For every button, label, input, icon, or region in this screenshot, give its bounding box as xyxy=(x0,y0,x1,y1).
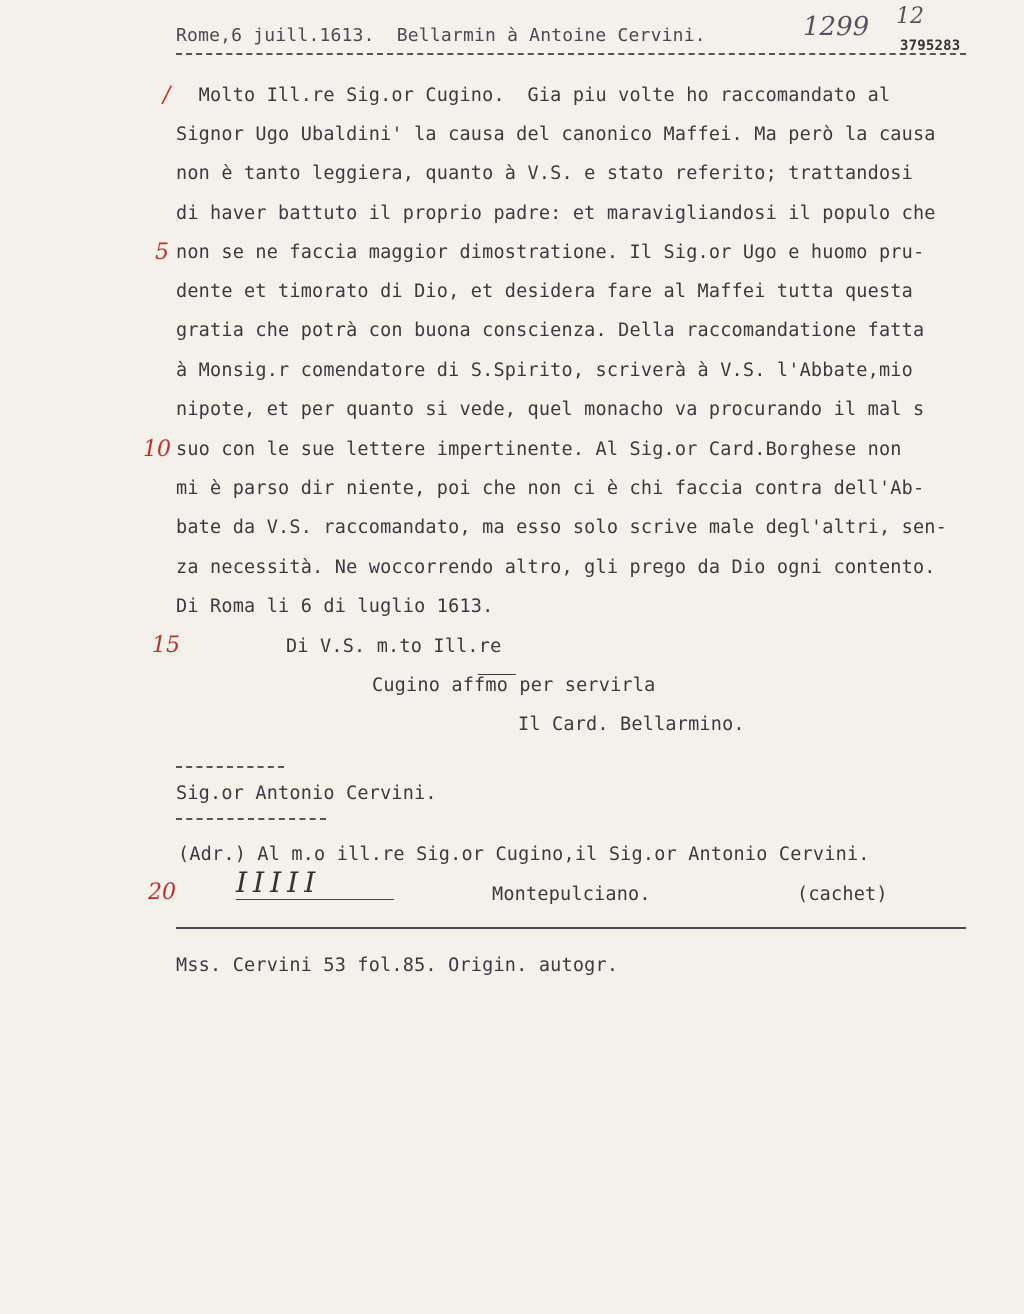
recipient-rule xyxy=(176,818,326,820)
margin-number: 20 xyxy=(148,880,176,905)
stamp-number: 3795283 xyxy=(900,38,961,54)
footer-rule xyxy=(176,927,966,929)
body-line: bate da V.S. raccomandato, ma esso solo scrive male degl'altri, sen- xyxy=(176,517,947,538)
body-line: za necessità. Ne woccorrendo altro, gli prego da Dio ogni contento. xyxy=(176,557,936,578)
body-line: di haver battuto il proprio padre: et maravigliandosi il populo che xyxy=(176,203,936,224)
address-place: Montepulciano. xyxy=(492,884,651,905)
separator-rule xyxy=(176,766,284,768)
body-line: Molto Ill.re Sig.or Cugino. Gia piu volte ho raccomandato al xyxy=(176,85,891,106)
pencil-underline xyxy=(236,899,394,900)
body-line: non se ne faccia maggior dimostratione. Il Sig.or Ugo e huomo pru- xyxy=(176,242,925,263)
source-citation: Mss. Cervini 53 fol.85. Origin. autogr. xyxy=(176,955,619,976)
body-line: Di Roma li 6 di luglio 1613. xyxy=(176,596,494,617)
address-line: (Adr.) Al m.o ill.re Sig.or Cugino,il Sig.or Antonio Cervini. xyxy=(178,844,870,865)
body-line: mi è parso dir niente, poi che non ci è chi faccia contra dell'Ab- xyxy=(176,478,925,499)
body-line: à Monsig.r comendatore di S.Spirito, scriverà à V.S. l'Abbate,mio xyxy=(176,360,913,381)
page-number: 12 xyxy=(896,4,924,29)
body-line: dente et timorato di Dio, et desidera fare al Maffei tutta questa xyxy=(176,281,913,302)
seal-note: (cachet) xyxy=(797,884,888,905)
archive-number: 1299 xyxy=(803,12,870,42)
body-line: gratia che potrà con buona conscienza. Della raccomandatione fatta xyxy=(176,320,925,341)
header-title: Rome,6 juill.1613. Bellarmin à Antoine Cervini. xyxy=(176,25,706,46)
header-rule xyxy=(176,53,966,55)
body-line: suo con le sue lettere impertinente. Al Sig.or Card.Borghese non xyxy=(176,439,902,460)
recipient-line: Sig.or Antonio Cervini. xyxy=(176,783,437,804)
margin-number: 15 xyxy=(152,633,180,658)
margin-number: 10 xyxy=(143,437,171,462)
abbreviation-mark xyxy=(478,674,516,675)
closing-line: Di V.S. m.to Ill.re xyxy=(286,636,502,657)
body-line: Signor Ugo Ubaldini' la causa del canonico Maffei. Ma però la causa xyxy=(176,124,936,145)
pencil-strokes: IIIII xyxy=(236,866,322,899)
margin-number: 5 xyxy=(155,240,169,265)
body-line: non è tanto leggiera, quanto à V.S. e stato referito; trattandosi xyxy=(176,163,913,184)
signature-line: Il Card. Bellarmino. xyxy=(518,714,745,735)
closing-line: Cugino affmo per servirla xyxy=(372,675,656,696)
margin-number: / xyxy=(163,83,171,108)
body-line: nipote, et per quanto si vede, quel monacho va procurando il mal s xyxy=(176,399,925,420)
